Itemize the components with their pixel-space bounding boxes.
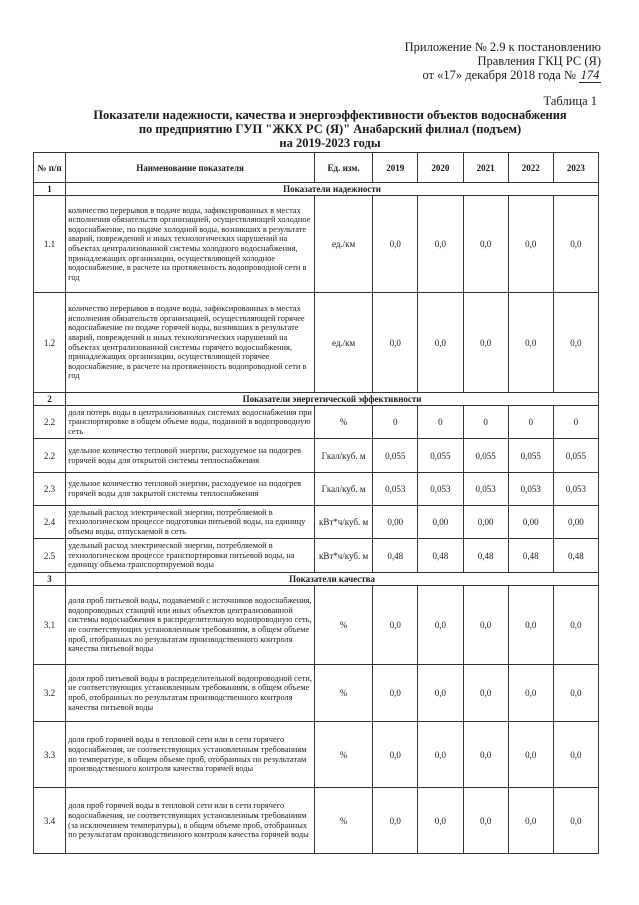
value-cell: 0,48 — [508, 539, 553, 573]
section-row — [34, 183, 599, 196]
value-cell: 0,0 — [373, 196, 418, 293]
col-header-year: 2021 — [463, 153, 508, 183]
value-cell: 0 — [463, 406, 508, 439]
table-row — [34, 196, 599, 293]
unit-cell: ед./км — [314, 293, 372, 393]
value-cell: 0,0 — [418, 788, 463, 854]
table-label: Таблица 1 — [543, 94, 597, 108]
value-cell: 0,0 — [508, 788, 553, 854]
row-number: 2.5 — [34, 539, 66, 573]
table-row — [34, 539, 599, 573]
indicator-name: доля потерь воды в централизованных системах водоснабжения при транспортировке в общем объеме воды, поданной в водопроводную сеть — [66, 406, 315, 439]
value-cell: 0,055 — [553, 439, 598, 473]
table-row — [34, 473, 599, 506]
indicator-name: доля проб питьевой воды в распределительной водопроводной сети, не соответствующих установленным требованиям, в общем объеме проб, отобранных по результатам производственного контроля качества питьевой воды — [66, 665, 315, 722]
table-row — [34, 665, 599, 722]
value-cell: 0,0 — [553, 722, 598, 788]
section-title: Показатели качества — [66, 573, 599, 586]
table-row — [34, 406, 599, 439]
table-row — [34, 788, 599, 854]
indicators-table — [33, 152, 599, 854]
value-cell: 0,053 — [508, 473, 553, 506]
table-row — [34, 506, 599, 539]
col-header-unit: Ед. изм. — [314, 153, 372, 183]
col-header-year: 2019 — [373, 153, 418, 183]
row-number: 1.2 — [34, 293, 66, 393]
unit-cell: % — [314, 722, 372, 788]
value-cell: 0,00 — [418, 506, 463, 539]
value-cell: 0,0 — [463, 788, 508, 854]
indicator-name: удельное количество тепловой энергии, расходуемое на подогрев горячей воды для закрытой системы теплоснабжения — [66, 473, 315, 506]
value-cell: 0,0 — [553, 196, 598, 293]
col-header-year: 2023 — [553, 153, 598, 183]
value-cell: 0,0 — [553, 293, 598, 393]
row-number: 3.3 — [34, 722, 66, 788]
row-number: 3.2 — [34, 665, 66, 722]
value-cell: 0,0 — [508, 722, 553, 788]
row-number: 2.3 — [34, 473, 66, 506]
value-cell: 0,48 — [373, 539, 418, 573]
value-cell: 0,0 — [373, 586, 418, 665]
document-title — [60, 108, 600, 150]
table-header-row — [34, 153, 599, 183]
value-cell: 0,0 — [418, 293, 463, 393]
row-number: 2.2 — [34, 439, 66, 473]
value-cell: 0,00 — [373, 506, 418, 539]
title-line-3: на 2019-2023 годы — [279, 136, 381, 150]
value-cell: 0,0 — [463, 196, 508, 293]
document-header — [405, 40, 601, 83]
unit-cell: % — [314, 788, 372, 854]
table-row — [34, 439, 599, 473]
value-cell: 0,053 — [553, 473, 598, 506]
indicator-name: удельное количество тепловой энергии, расходуемое на подогрев горячей воды для открытой системы теплоснабжения — [66, 439, 315, 473]
value-cell: 0 — [418, 406, 463, 439]
section-row — [34, 573, 599, 586]
value-cell: 0 — [508, 406, 553, 439]
value-cell: 0,0 — [463, 293, 508, 393]
value-cell: 0,48 — [553, 539, 598, 573]
table-body — [34, 183, 599, 854]
value-cell: 0,48 — [418, 539, 463, 573]
value-cell: 0 — [373, 406, 418, 439]
col-header-name: Наименование показателя — [66, 153, 315, 183]
row-number: 3.1 — [34, 586, 66, 665]
indicator-name: доля проб питьевой воды, подаваемой с источников водоснабжения, водопроводных станций или иных объектов централизованной системы водоснабжения в распределительную водопроводную сеть, не соответствующих установленным требованиям, в общем объеме проб, отобранных по результатам производственного контроля качества питьевой воды — [66, 586, 315, 665]
table-row — [34, 293, 599, 393]
value-cell: 0,0 — [373, 722, 418, 788]
section-number: 1 — [34, 183, 66, 196]
title-line-2: по предприятию ГУП "ЖКХ РС (Я)" Анабарский филиал (подъем) — [138, 122, 522, 136]
unit-cell: ед./км — [314, 196, 372, 293]
table-row — [34, 722, 599, 788]
unit-cell: Гкал/куб. м — [314, 439, 372, 473]
unit-cell: кВт*ч/куб. м — [314, 539, 372, 573]
value-cell: 0,0 — [463, 722, 508, 788]
col-header-year: 2020 — [418, 153, 463, 183]
value-cell: 0,053 — [373, 473, 418, 506]
table-row — [34, 586, 599, 665]
value-cell: 0,0 — [418, 586, 463, 665]
value-cell: 0,053 — [463, 473, 508, 506]
header-number: 174 — [580, 68, 600, 82]
value-cell: 0,055 — [463, 439, 508, 473]
value-cell: 0,0 — [463, 586, 508, 665]
section-title: Показатели энергетической эффективности — [66, 393, 599, 406]
value-cell: 0,00 — [553, 506, 598, 539]
indicator-name: количество перерывов в подаче воды, зафиксированных в местах исполнения обязательств организацией, осуществляющей горячее водоснабжение по подаче горячей воды, возникших в результате аварий, повреждений и иных технологических нарушений на объектах централизованной системы горячего водоснабжения, принадлежащих организации, осуществляющей горячее водоснабжение, в расчете на протяженность водопроводной сети в год — [66, 293, 315, 393]
value-cell: 0,055 — [508, 439, 553, 473]
value-cell: 0,48 — [463, 539, 508, 573]
value-cell: 0,0 — [418, 196, 463, 293]
indicator-name: количество перерывов в подаче воды, зафиксированных в местах исполнения обязательств организацией, осуществляющей холодное водоснабжение, по подаче холодной воды, возникших в результате аварий, повреждений и иных технологических нарушений на объектах централизованной системы холодного водоснабжения, принадлежащих организации, осуществляющей холодное водоснабжение, в расчете на протяженность водопроводной сети в год — [66, 196, 315, 293]
header-line-1: Приложение № 2.9 к постановлению — [404, 40, 601, 54]
col-header-no: № п/п — [34, 153, 66, 183]
section-number: 2 — [34, 393, 66, 406]
value-cell: 0,0 — [418, 665, 463, 722]
section-title: Показатели надежности — [66, 183, 599, 196]
row-number: 3.4 — [34, 788, 66, 854]
indicator-name: удельный расход электрической энергии, потребляемой в технологическом процессе подготовки питьевой воды, на единицу объема воды, отпускаемой в сеть — [66, 506, 315, 539]
section-row — [34, 393, 599, 406]
unit-cell: % — [314, 586, 372, 665]
unit-cell: кВт*ч/куб. м — [314, 506, 372, 539]
value-cell: 0,0 — [508, 586, 553, 665]
col-header-year: 2022 — [508, 153, 553, 183]
value-cell: 0,0 — [463, 665, 508, 722]
value-cell: 0,0 — [553, 788, 598, 854]
unit-cell: Гкал/куб. м — [314, 473, 372, 506]
value-cell: 0,0 — [418, 722, 463, 788]
row-number: 1.1 — [34, 196, 66, 293]
value-cell: 0,00 — [508, 506, 553, 539]
indicator-name: доля проб горячей воды в тепловой сети или в сети горячего водоснабжения, не соответствующих установленным требованиям по температуре, в общем объеме проб, отобранных по результатам производственного контроля качества горячей воды — [66, 722, 315, 788]
value-cell: 0,055 — [373, 439, 418, 473]
value-cell: 0,055 — [418, 439, 463, 473]
section-number: 3 — [34, 573, 66, 586]
indicator-name: доля проб горячей воды в тепловой сети или в сети горячего водоснабжения, не соответствующих установленным требованиям (за исключением температуры), в общем объеме проб, отобранных по результатам производственного контроля качества горячей воды — [66, 788, 315, 854]
unit-cell: % — [314, 406, 372, 439]
unit-cell: % — [314, 665, 372, 722]
value-cell: 0,053 — [418, 473, 463, 506]
row-number: 2.4 — [34, 506, 66, 539]
value-cell: 0,0 — [373, 665, 418, 722]
value-cell: 0,0 — [508, 196, 553, 293]
value-cell: 0 — [553, 406, 598, 439]
title-line-1: Показатели надежности, качества и энергоэффективности объектов водоснабжения — [93, 108, 567, 122]
value-cell: 0,0 — [508, 665, 553, 722]
indicator-name: удельный расход электрической энергии, потребляемой в технологическом процессе транспортировки питьевой воды, на единицу объема транспортируемой воды — [66, 539, 315, 573]
value-cell: 0,00 — [463, 506, 508, 539]
value-cell: 0,0 — [553, 665, 598, 722]
value-cell: 0,0 — [553, 586, 598, 665]
header-date: от «17» декабря 2018 года № — [422, 68, 576, 82]
row-number: 2.2 — [34, 406, 66, 439]
header-line-3 — [405, 68, 601, 83]
value-cell: 0,0 — [373, 293, 418, 393]
value-cell: 0,0 — [508, 293, 553, 393]
value-cell: 0,0 — [373, 788, 418, 854]
header-line-2: Правления ГКЦ РС (Я) — [477, 54, 601, 68]
